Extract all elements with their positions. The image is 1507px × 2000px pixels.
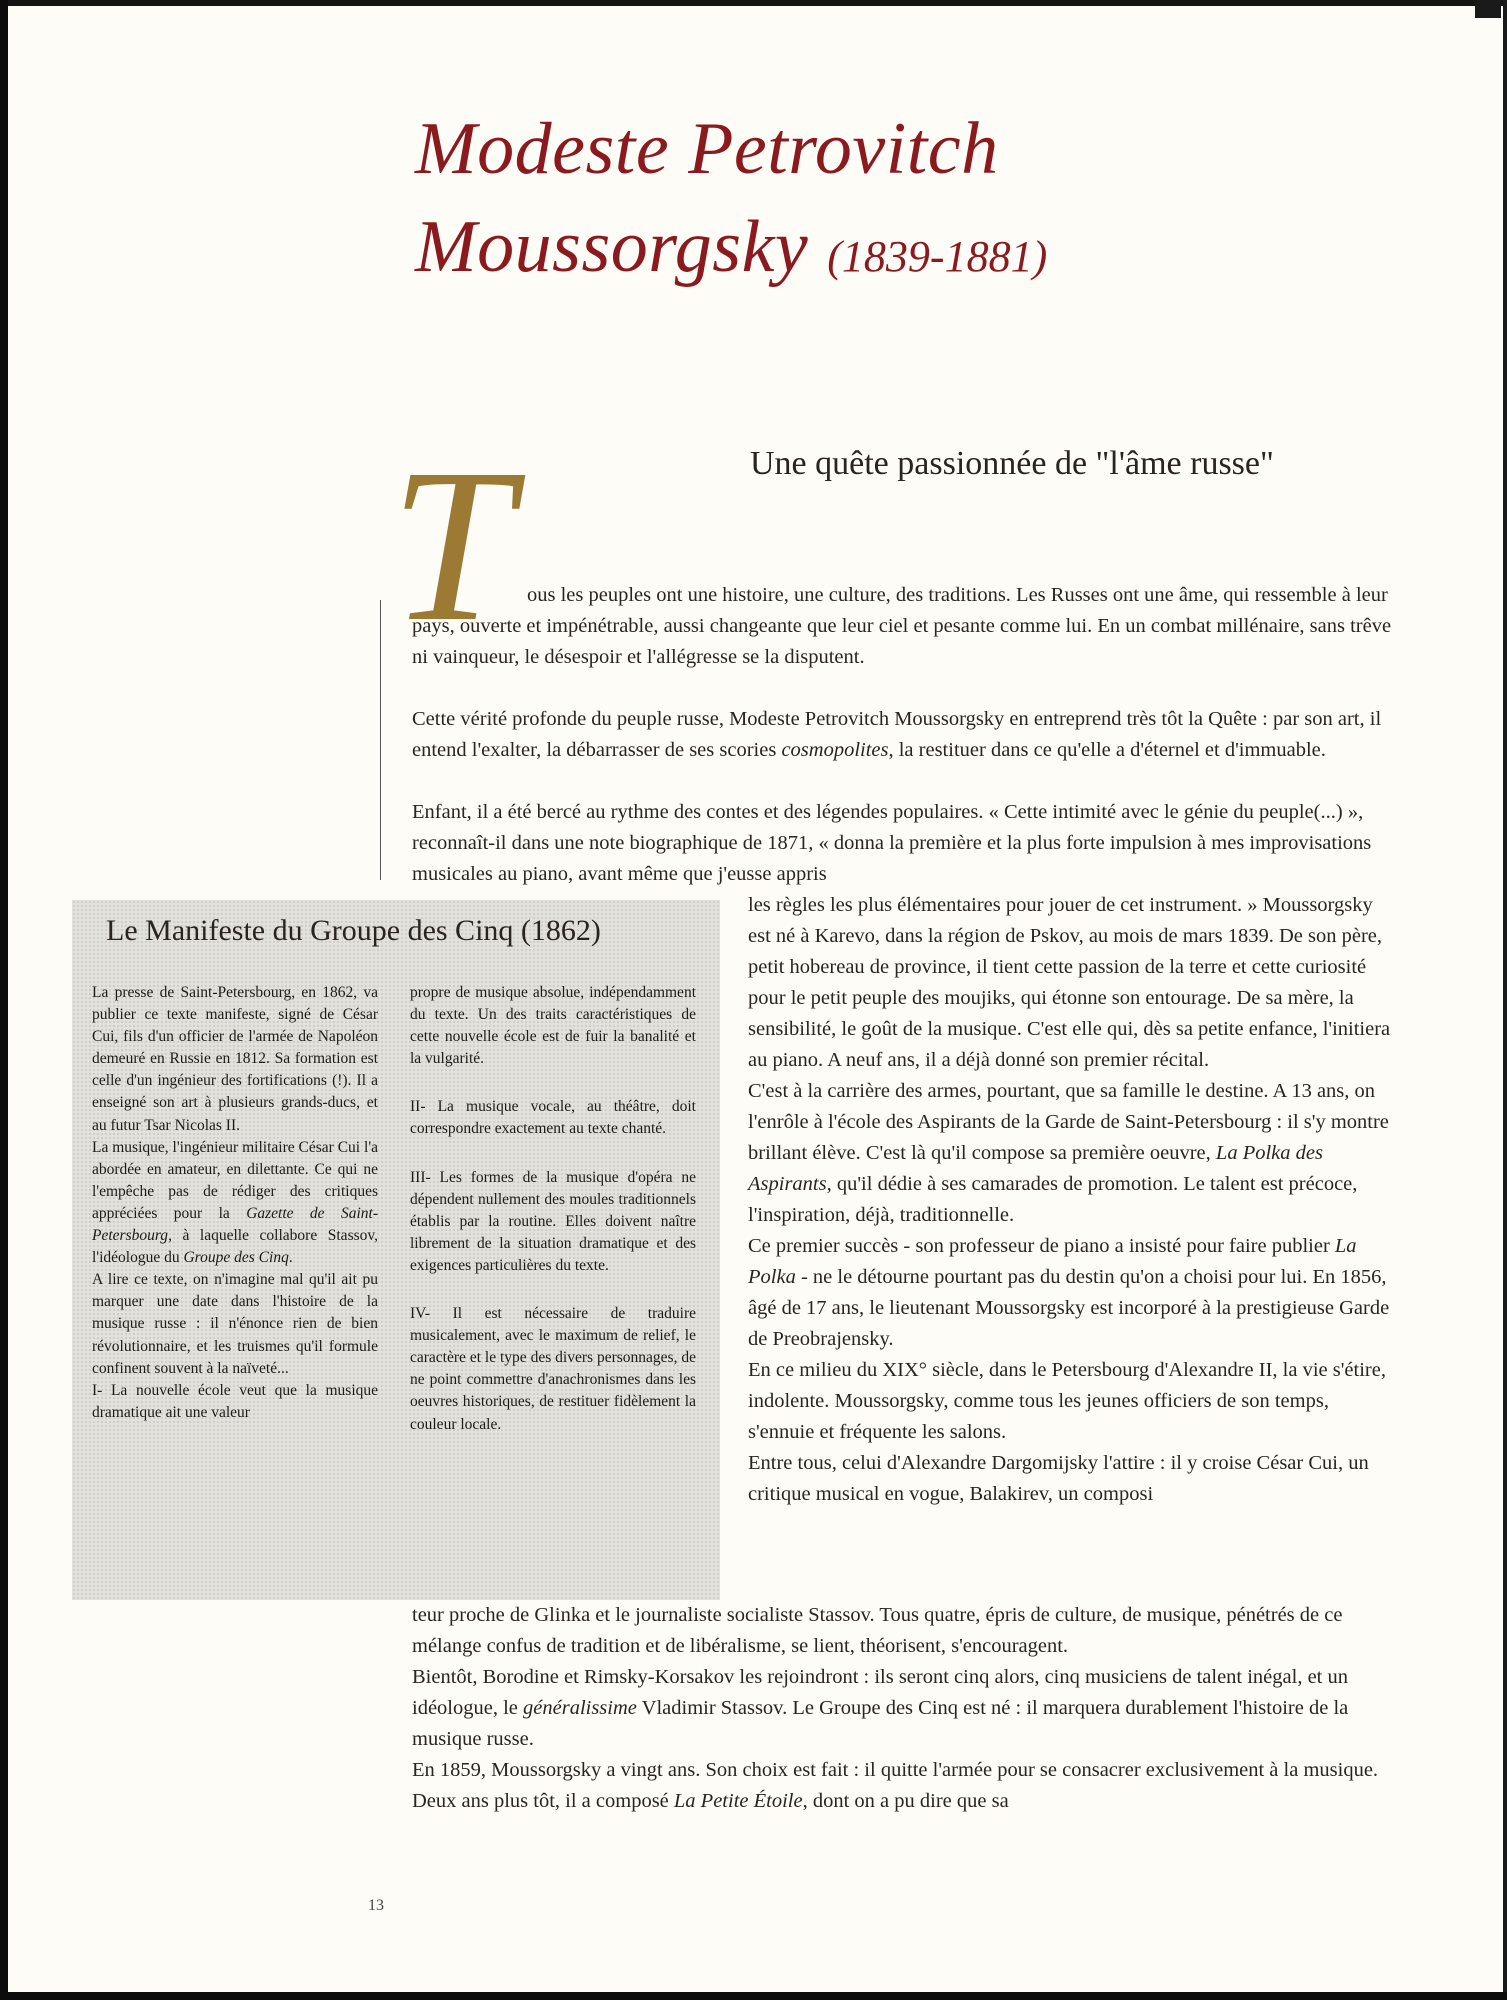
sidebar-left-para-2-text-b: , à laquelle collabore Stassov, l'idéologue du [92, 1227, 378, 1267]
page-title [415, 100, 1465, 306]
paragraph-5a: teur proche de Glinka et le journaliste socialiste Stassov. Tous quatre, épris de culture, de musique, pénétrés de ce mélange confus de tradition et de libéralisme, se lient, théorisent, s'encouragent. [412, 1604, 1343, 1657]
scan-corner-mark [1475, 0, 1501, 18]
page-number: 13 [368, 1897, 384, 1914]
paragraph-4d: En ce milieu du XIX° siècle, dans le Petersbourg d'Alexandre II, la vie s'étire, indolente. Moussorgsky, comme tous les jeunes officiers de son temps, s'ennuie et fréquente les salons. [748, 1359, 1386, 1443]
sidebar-left-para-2-italic-b: Groupe des Cinq [183, 1249, 289, 1267]
sidebar-right-para-2: II- La musique vocale, au théâtre, doit correspondre exactement au texte chanté. [410, 1098, 696, 1138]
vertical-rule [380, 600, 381, 880]
sidebar-right-para-3: III- Les formes de la musique d'opéra ne dépendent nullement des moules traditionnels établis par la routine. Elles doivent naître librement de la situation dramatique et des exigences particulières du texte. [410, 1168, 696, 1274]
sidebar-left-para-2-text-a: La musique, l'ingénieur militaire César Cui l'a abordée en amateur, en dilettante. Ce qui ne l'empêche pas de rédiger des critiques appréciées pour la [92, 1138, 378, 1222]
sidebar-column-right [410, 982, 696, 1436]
paragraph-2-text-b: , la restituer dans ce qu'elle a d'éternel et d'immuable. [888, 739, 1326, 761]
title-dates: (1839-1881) [827, 232, 1048, 281]
paragraph-4e: Entre tous, celui d'Alexandre Dargomijsky l'attire : il y croise César Cui, un critique musical en vogue, Balakirev, un composi [748, 1452, 1369, 1505]
paragraph-5 [412, 1600, 1397, 1817]
title-line-1: Modeste Petrovitch [415, 108, 999, 190]
paragraph-4c-italic: La Polka [748, 1235, 1357, 1288]
scan-border-right [1503, 0, 1507, 2000]
paragraph-5c-italic: La Petite Étoile [673, 1790, 803, 1812]
paragraph-5b-text-b: Vladimir Stassov. Le Groupe des Cinq est né : il marquera durablement l'histoire de la musique russe. [412, 1697, 1349, 1750]
paragraph-5b-text-a: Bientôt, Borodine et Rimsky-Korsakov les rejoindront : ils seront cinq alors, cinq musiciens de talent inégal, et un idéologue, le [412, 1666, 1348, 1719]
paragraph-4b-italic: La Polka des Aspirants [748, 1142, 1323, 1195]
paragraph-2-text-a: Cette vérité profonde du peuple russe, Modeste Petrovitch Moussorgsky en entreprend très tôt la Quête : par son art, il entend l'exalter, la débarrasser de ses scories [412, 708, 1382, 761]
sidebar-right-para-1: propre de musique absolue, indépendamment du texte. Un des traits caractéristiques de cette nouvelle école est de fuir la banalité et la vulgarité. [410, 984, 696, 1068]
sidebar-left-para-4: I- La nouvelle école veut que la musique dramatique ait une valeur [92, 1381, 378, 1421]
paragraph-4-narrow-column [748, 890, 1400, 1510]
section-subheading: Une quête passionnée de "l'âme russe" [750, 445, 1274, 482]
title-line-2 [415, 198, 1465, 306]
sidebar-right-para-4: IV- Il est nécessaire de traduire musicalement, avec le maximum de relief, le caractère et le type des divers personnages, de ne point commettre d'anachronismes dans les oeuvres historiques, de restituer fidèlement la couleur locale. [410, 1305, 696, 1433]
paragraph-4c-text-a: Ce premier succès - son professeur de piano a insisté pour faire publier [748, 1235, 1335, 1257]
paragraph-1: ous les peuples ont une histoire, une culture, des traditions. Les Russes ont une âme, qui ressemble à leur pays, ouverte et impénétrable, aussi changeante que leur ciel et pesante comme lui. En un combat millénaire, sans trêve ni vainqueur, le désespoir et l'allégresse se la disputent. [412, 584, 1392, 668]
manifesto-sidebar [72, 900, 720, 1600]
paragraph-5b-italic: généralissime [523, 1697, 637, 1719]
paragraph-4b-text-b: , qu'il dédie à ses camarades de promotion. Le talent est précoce, l'inspiration, déjà, traditionnelle. [748, 1173, 1358, 1226]
paragraph-2 [412, 704, 1397, 766]
sidebar-left-para-3: A lire ce texte, on n'imagine mal qu'il ait pu marquer une date dans l'histoire de la musique russe : il n'énonce rien de bien révolutionnaire, et les truismes qu'il formule confinent souvent à la naïveté... [92, 1271, 378, 1377]
paragraph-5c-text-b: , dont on a pu dire que sa [802, 1790, 1009, 1812]
scan-border-left [0, 0, 8, 2000]
drop-cap: T [390, 423, 513, 667]
title-surname: Moussorgsky [415, 206, 809, 288]
paragraph-4c-text-b: - ne le détourne pourtant pas du destin qu'on a choisi pour lui. En 1856, âgé de 17 ans, le lieutenant Moussorgsky est incorporé à la prestigieuse Garde de Preobrajensky. [748, 1266, 1390, 1350]
scan-border-top [0, 0, 1507, 6]
scan-border-bottom [0, 1992, 1507, 2000]
sidebar-column-left [92, 982, 378, 1424]
sidebar-left-para-2-italic-a: Gazette de Saint-Petersbourg [92, 1204, 378, 1245]
paragraph-4b-text-a: C'est à la carrière des armes, pourtant, que sa famille le destine. A 13 ans, on l'enrôle à l'école des Aspirants de la Garde de Saint-Petersbourg : il s'y montre brillant élève. C'est là qu'il compose sa première oeuvre, [748, 1080, 1389, 1164]
sidebar-left-para-2-text-c: . [288, 1249, 293, 1267]
paragraph-3: Enfant, il a été bercé au rythme des contes et des légendes populaires. « Cette intimité avec le génie du peuple(...) », reconnaît-il dans une note biographique de 1871, « donna la première et la plus forte impulsion à mes improvisations musicales au piano, avant même que j'eusse appris [412, 801, 1372, 885]
sidebar-heading: Le Manifeste du Groupe des Cinq (1862) [106, 914, 601, 947]
paragraph-5c-text-a: En 1859, Moussorgsky a vingt ans. Son choix est fait : il quitte l'armée pour se consacrer exclusivement à la musique. Deux ans plus tôt, il a composé [412, 1759, 1379, 1812]
paragraph-4a: les règles les plus élémentaires pour jouer de cet instrument. » Moussorgsky est né à Karevo, dans la région de Pskov, au mois de mars 1839. De son père, petit hobereau de province, il tient cette passion de la terre et cette curiosité pour le petit peuple des moujiks, qui étonne son entourage. De sa mère, la sensibilité, le goût de la musique. C'est elle qui, dès sa petite enfance, l'initiera au piano. A neuf ans, il a déjà donné son premier récital. [748, 894, 1391, 1071]
paragraph-2-italic: cosmopolites [781, 739, 889, 761]
sidebar-left-para-2 [92, 1137, 378, 1270]
sidebar-left-para-1: La presse de Saint-Petersbourg, en 1862, va publier ce texte manifeste, signé de César Cui, fils d'un officier de l'armée de Napoléon demeuré en Russie en 1812. Sa formation est celle d'un ingénieur des fortifications (!). Il a enseigné son art à plusieurs grands-ducs, et au futur Tsar Nicolas II. [92, 984, 378, 1134]
